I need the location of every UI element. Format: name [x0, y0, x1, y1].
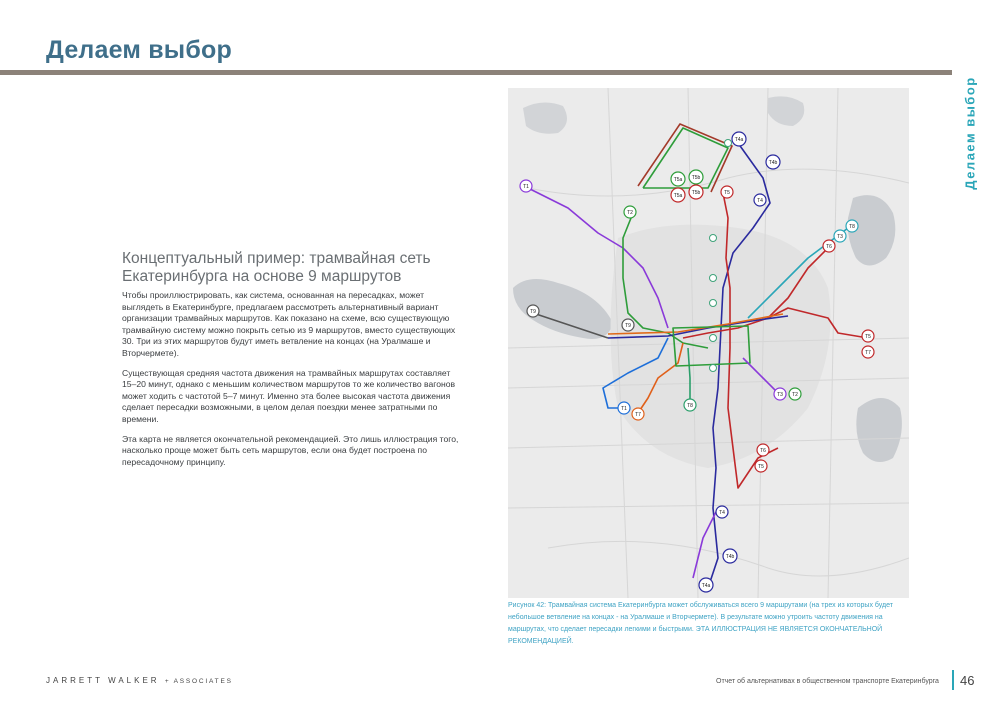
badge-t8-ne	[846, 220, 858, 232]
svg-text:T5b: T5b	[691, 190, 701, 196]
metro-icon	[710, 300, 717, 307]
figure-caption	[508, 600, 910, 648]
metro-icon	[710, 275, 717, 282]
badge-t5b-red	[689, 185, 703, 199]
svg-text:T5a: T5a	[673, 193, 683, 199]
svg-text:T4: T4	[719, 510, 725, 516]
svg-text:T5a: T5a	[673, 177, 683, 183]
svg-text:T6: T6	[760, 448, 766, 454]
map-canvas	[508, 88, 909, 598]
badge-t5-s	[755, 460, 767, 472]
footer-brand	[46, 676, 233, 685]
tram-network-map	[508, 88, 909, 598]
side-section-title-text: Делаем выбор	[962, 75, 978, 190]
page-title: Делаем выбор	[46, 36, 232, 64]
caption-text: Рисунок 42: Трамвайная система Екатеринбурга может обслуживаться всего 9 маршрутами (на трех из которых будет небольшое ветвление на концах - на Уралмаше и Вторчермете). В результате можно утроить частоту движения на маршрутах, что сделает пересадки легкими и быстрыми.	[508, 602, 893, 633]
badge-t4-s	[716, 506, 728, 518]
badge-t5-e	[862, 330, 874, 342]
badge-t2-se	[789, 388, 801, 400]
badge-t6-s	[757, 444, 769, 456]
badge-t5a	[671, 172, 685, 186]
badge-t2-n	[624, 206, 636, 218]
section-heading: Концептуальный пример: трамвайная сеть Екатеринбурга на основе 9 маршрутов	[122, 250, 431, 285]
report-title: Отчет об альтернативах в общественном транспорте Екатеринбурга	[716, 678, 939, 685]
badge-t4a	[732, 132, 746, 146]
badge-t3-ne	[834, 230, 846, 242]
svg-text:T7: T7	[635, 412, 641, 418]
badge-t8-s	[684, 399, 696, 411]
badge-t6-ne	[823, 240, 835, 252]
metro-icon	[725, 140, 732, 147]
body-text	[122, 290, 462, 476]
badge-t5a-red	[671, 188, 685, 202]
svg-text:T5: T5	[724, 190, 730, 196]
brand-name: JARRETT WALKER	[46, 676, 160, 685]
page-number: 46	[960, 673, 975, 688]
paragraph-3: Эта карта не является окончательной рекомендацией. Это лишь иллюстрация того, насколько проще может быть сеть маршрутов, если она будет построена по пересадочному принципу.	[122, 433, 459, 467]
svg-text:T4b: T4b	[725, 554, 735, 560]
badge-t4-n	[754, 194, 766, 206]
badge-t5-n	[721, 186, 733, 198]
badge-t1-s	[618, 402, 630, 414]
badge-t9-center	[622, 319, 634, 331]
paragraph-1: Чтобы проиллюстрировать, как система, основанная на пересадках, может выглядеть в Екатеринбурге, предлагаем рассмотреть альтернативный вариант организации трамвайных маршрутов. Как показано на схеме, всю существующую трамвайную систему можно покрыть сетью из 9 маршрутов, вместо существующих 30. Три из этих маршрутов будут иметь ветвление на концах (на Уралмаше и Вторчермете).	[122, 290, 456, 358]
lake-south-east	[856, 398, 902, 462]
metro-icon	[710, 335, 717, 342]
badge-t1-nw	[520, 180, 532, 192]
svg-text:T6: T6	[826, 244, 832, 250]
badge-t3-se	[774, 388, 786, 400]
svg-text:T2: T2	[792, 392, 798, 398]
badge-t7-e	[862, 346, 874, 358]
footer-divider	[952, 670, 954, 690]
svg-text:T9: T9	[625, 323, 631, 329]
caption-note: ЭТА ИЛЛЮСТРАЦИЯ НЕ ЯВЛЯЕТСЯ ОКОНЧАТЕЛЬНОЙ РЕКОМЕНДАЦИЕЙ.	[508, 626, 883, 645]
svg-text:T3: T3	[837, 234, 843, 240]
svg-text:T8: T8	[687, 403, 693, 409]
side-section-title	[955, 70, 985, 195]
badge-t9-w	[527, 305, 539, 317]
svg-text:T4: T4	[757, 198, 763, 204]
svg-text:T5b: T5b	[691, 175, 701, 181]
brand-suffix: + ASSOCIATES	[164, 678, 233, 685]
header-divider	[0, 70, 952, 75]
badge-t7-s	[632, 408, 644, 420]
svg-text:T3: T3	[777, 392, 783, 398]
svg-text:T4a: T4a	[734, 137, 744, 143]
svg-text:T4b: T4b	[768, 160, 778, 166]
metro-icon	[710, 365, 717, 372]
svg-text:T1: T1	[621, 406, 627, 412]
svg-text:T5: T5	[865, 334, 871, 340]
svg-text:T4a: T4a	[701, 583, 711, 589]
badge-t4b-n	[766, 155, 780, 169]
svg-text:T1: T1	[523, 184, 529, 190]
badge-t4a-s	[699, 578, 713, 592]
svg-text:T8: T8	[849, 224, 855, 230]
badge-t4b-s	[723, 549, 737, 563]
svg-text:T5: T5	[758, 464, 764, 470]
svg-text:T9: T9	[530, 309, 536, 315]
badge-t5b	[689, 170, 703, 184]
svg-text:T7: T7	[865, 350, 871, 356]
paragraph-2: Существующая средняя частота движения на трамвайных маршрутах составляет 15–20 минут, однако с меньшим количеством маршрутов то же количество вагонов может ходить с частотой 5–7 минут. Именно эта более высокая частота движения сделает пересадки возможными, в целом делая поездки менее затратными по времени.	[122, 367, 456, 424]
svg-text:T2: T2	[627, 210, 633, 216]
metro-icon	[710, 235, 717, 242]
